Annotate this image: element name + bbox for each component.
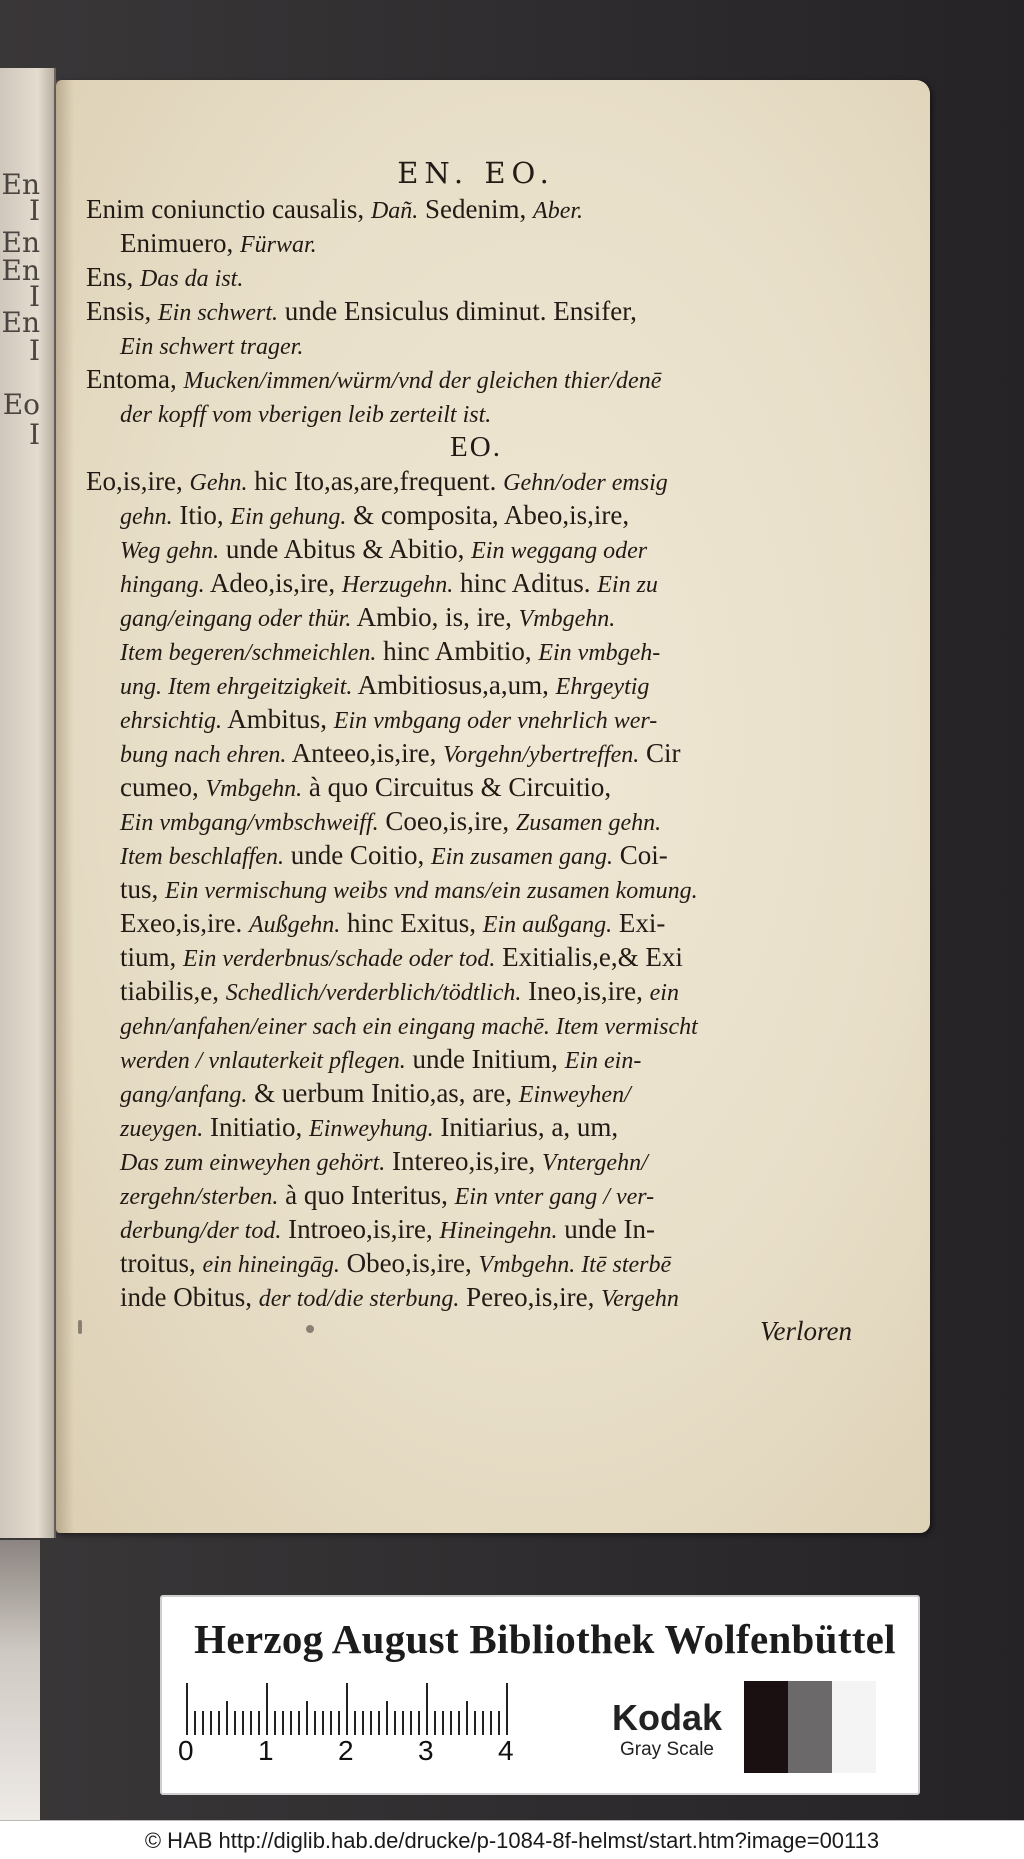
ruler-tick: [186, 1683, 188, 1735]
ruler-tick: [258, 1711, 260, 1735]
german-gloss: Einweyhen/: [518, 1082, 631, 1108]
catchword: Verloren: [760, 1316, 852, 1346]
german-gloss: der tod/die sterbung.: [258, 1286, 460, 1312]
latin-text: Ambitiosus,a,um,: [352, 670, 556, 700]
german-gloss: ein hineingāg.: [202, 1252, 340, 1278]
ruler-tick: [234, 1711, 236, 1735]
ruler-number: 2: [338, 1735, 354, 1766]
latin-text: Eo,is,ire,: [86, 466, 190, 496]
german-gloss: Gehn/oder emsig: [503, 470, 668, 496]
ruler-tick: [242, 1711, 244, 1735]
latin-text: unde In-: [557, 1214, 655, 1244]
text-line: [86, 260, 866, 294]
text-line: [86, 702, 866, 736]
german-gloss: bung nach ehren.: [120, 742, 287, 768]
prev-page-letter: En: [1, 254, 40, 287]
german-gloss: gang/eingang oder thür.: [120, 606, 352, 632]
text-line: [86, 294, 866, 328]
latin-text: tus,: [120, 874, 166, 904]
ruler-tick: [290, 1711, 292, 1735]
latin-text: Enimuero,: [120, 228, 240, 258]
german-gloss: Vmbgehn. Itē sterbē: [478, 1252, 672, 1278]
ruler-tick: [394, 1711, 396, 1735]
german-gloss: Fürwar.: [239, 232, 317, 258]
ruler-tick: [362, 1711, 364, 1735]
latin-text: Ens,: [86, 262, 140, 292]
ruler-tick: [250, 1711, 252, 1735]
text-line: [86, 1280, 866, 1314]
text-line: [86, 804, 866, 838]
latin-text: cumeo,: [120, 772, 206, 802]
ruler-tick: [266, 1683, 268, 1735]
german-gloss: ung. Item ehrgeitzigkeit.: [120, 674, 353, 700]
ruler-tick: [330, 1711, 332, 1735]
german-gloss: hingang.: [120, 572, 205, 598]
latin-text: Anteeo,is,ire,: [286, 738, 444, 768]
ruler-tick: [194, 1711, 196, 1735]
ruler-tick: [402, 1711, 404, 1735]
german-gloss: Das zum einweyhen gehört.: [120, 1150, 386, 1176]
ruler-tick: [322, 1711, 324, 1735]
dictionary-text: [86, 192, 866, 1348]
ruler-tick: [442, 1711, 444, 1735]
prev-page-letter: Eo: [2, 388, 40, 421]
german-gloss: gang/anfang.: [120, 1082, 248, 1108]
text-line: [86, 600, 866, 634]
german-gloss: Mucken/immen/würm/vnd der gleichen thier/denē: [183, 368, 662, 394]
ruler-tick: [386, 1701, 388, 1735]
gray-swatch-mid: [788, 1681, 832, 1773]
ruler-tick: [450, 1711, 452, 1735]
german-gloss: zueygen.: [120, 1116, 204, 1142]
ruler-tick: [370, 1711, 372, 1735]
text-line: [86, 736, 866, 770]
latin-text: Introeo,is,ire,: [281, 1214, 440, 1244]
text-line: [86, 226, 866, 260]
text-line: [86, 1212, 866, 1246]
german-gloss: Ehrgeytig: [555, 674, 650, 700]
latin-text: Intereo,is,ire,: [385, 1146, 542, 1176]
paper-speck: [306, 1325, 314, 1333]
text-line: [86, 328, 866, 362]
latin-text: unde Coitio,: [283, 840, 431, 870]
prev-page-letter: I: [28, 280, 40, 313]
german-gloss: Zusamen gehn.: [515, 810, 662, 836]
ruler-tick: [474, 1711, 476, 1735]
german-gloss: Schedlich/verderblich/tödtlich.: [225, 980, 522, 1006]
prev-page-letter: En: [1, 226, 40, 259]
german-gloss: Vergehn: [601, 1286, 679, 1312]
text-line: [86, 362, 866, 396]
german-gloss: Vorgehn/ybertreffen.: [443, 742, 640, 768]
text-line: [86, 872, 866, 906]
ruler-tick: [314, 1711, 316, 1735]
text-line: [86, 1076, 866, 1110]
prev-page-letter: En: [1, 306, 40, 339]
german-gloss: Herzugehn.: [341, 572, 454, 598]
previous-page-edge: [0, 68, 56, 1538]
text-line: [86, 566, 866, 600]
latin-text: Initiatio,: [203, 1112, 310, 1142]
latin-text: Exi-: [612, 908, 666, 938]
ruler-tick: [354, 1711, 356, 1735]
latin-text: troitus,: [120, 1248, 203, 1278]
ruler-number: 1: [258, 1735, 274, 1766]
latin-text: Obeo,is,ire,: [339, 1248, 479, 1278]
prev-page-letter: I: [28, 194, 40, 227]
brand-logo: Kodak: [611, 1697, 723, 1738]
text-line: [86, 1144, 866, 1178]
latin-text: Adeo,is,ire,: [204, 568, 342, 598]
german-gloss: Ein zusamen gang.: [430, 844, 613, 870]
text-line: [86, 430, 866, 464]
text-line: [86, 464, 866, 498]
latin-text: Ineo,is,ire,: [521, 976, 650, 1006]
german-gloss: Ein vmbgeh-: [538, 640, 661, 666]
latin-text: Entoma,: [86, 364, 184, 394]
library-name: Herzog August Bibliothek Wolfenbüttel: [194, 1616, 896, 1662]
prev-page-letter: En: [1, 168, 40, 201]
german-gloss: Ein verderbnus/schade oder tod.: [183, 946, 496, 972]
german-gloss: Außgehn.: [248, 912, 341, 938]
latin-text: Exitialis,e,& Exi: [495, 942, 683, 972]
german-gloss: Vmbgehn.: [205, 776, 303, 802]
latin-text: tiabilis,e,: [120, 976, 226, 1006]
text-line: [86, 532, 866, 566]
german-gloss: derbung/der tod.: [120, 1218, 282, 1244]
ruler-tick: [226, 1701, 228, 1735]
ruler-tick: [282, 1711, 284, 1735]
german-gloss: Hineingehn.: [439, 1218, 558, 1244]
latin-text: Enim coniunctio causalis,: [86, 194, 371, 224]
ruler-tick: [298, 1711, 300, 1735]
latin-text: unde Abitus & Abitio,: [219, 534, 472, 564]
latin-text: Itio,: [172, 500, 231, 530]
latin-text: unde Initium,: [405, 1044, 565, 1074]
latin-text: Exeo,is,ire.: [120, 908, 249, 938]
gray-swatch-light: [832, 1681, 876, 1773]
prev-page-letter: I: [28, 418, 40, 451]
german-gloss: Ein weggang oder: [471, 538, 648, 564]
german-gloss: Ein ein-: [564, 1048, 642, 1074]
brand-subtitle: Gray Scale: [620, 1739, 714, 1760]
copyright-url-footer[interactable]: © HAB http://diglib.hab.de/drucke/p-1084-8f-helmst/start.htm?image=00113: [0, 1820, 1024, 1859]
latin-text: Ambio, is, ire,: [351, 602, 519, 632]
german-gloss: gehn.: [120, 504, 173, 530]
latin-text: & composita, Abeo,is,ire,: [346, 500, 630, 530]
latin-text: hinc Exitus,: [340, 908, 483, 938]
german-gloss: Ein schwert trager.: [120, 334, 304, 360]
latin-text: Coeo,is,ire,: [378, 806, 516, 836]
german-gloss: Vmbgehn.: [518, 606, 616, 632]
german-gloss: Ein außgang.: [482, 912, 613, 938]
german-gloss: Das da ist.: [140, 266, 244, 292]
german-gloss: Item begeren/schmeichlen.: [120, 640, 377, 666]
ruler-tick: [378, 1711, 380, 1735]
ruler-tick: [346, 1683, 348, 1735]
german-gloss: ehrsichtig.: [120, 708, 222, 734]
ruler-scale: [178, 1695, 606, 1766]
german-gloss: Einweyhung.: [309, 1116, 434, 1142]
ruler-tick: [202, 1711, 204, 1735]
text-line: [86, 1246, 866, 1280]
text-line: [86, 974, 866, 1008]
german-gloss: Item beschlaffen.: [120, 844, 284, 870]
german-gloss: zergehn/sterben.: [120, 1184, 279, 1210]
ruler-number: 3: [418, 1735, 434, 1766]
ruler-number: 0: [178, 1735, 194, 1766]
text-line: [86, 192, 866, 226]
latin-text: Coi-: [612, 840, 668, 870]
german-gloss: Ein zu: [597, 572, 658, 598]
running-head: EN. EO.: [397, 156, 555, 190]
text-line: [86, 1314, 866, 1348]
latin-text: Cir: [639, 738, 681, 768]
ruler-tick: [426, 1683, 428, 1735]
text-line: [86, 838, 866, 872]
ruler-number: 4: [498, 1735, 514, 1766]
latin-text: & uerbum Initio,as, are,: [247, 1078, 519, 1108]
text-line: [86, 1008, 866, 1042]
text-line: [86, 498, 866, 532]
latin-text: Ambitus,: [222, 704, 334, 734]
german-gloss: werden / vnlauterkeit pflegen.: [120, 1048, 406, 1074]
german-gloss: gehn/anfahen/einer sach ein eingang machē. Item vermischt: [120, 1014, 698, 1040]
text-line: [86, 1042, 866, 1076]
text-line: [86, 634, 866, 668]
text-line: [86, 1178, 866, 1212]
latin-text: Initiarius, a, um,: [433, 1112, 619, 1142]
book-page: [56, 80, 930, 1533]
latin-text: unde Ensiculus diminut. Ensifer,: [278, 296, 637, 326]
german-gloss: Ein vmbgang/vmbschweiff.: [120, 810, 379, 836]
german-gloss: Ein schwert.: [158, 300, 279, 326]
ruler-tick: [218, 1711, 220, 1735]
latin-text: Ensis,: [86, 296, 159, 326]
german-gloss: Gehn.: [189, 470, 248, 496]
ruler-tick: [458, 1711, 460, 1735]
latin-text: à quo Circuitus & Circuitio,: [302, 772, 612, 802]
text-line: [86, 396, 866, 430]
ruler-tick: [506, 1683, 508, 1735]
ruler-tick: [338, 1711, 340, 1735]
latin-text: Sedenim,: [418, 194, 534, 224]
paper-speck: [78, 1320, 82, 1334]
text-line: [86, 940, 866, 974]
german-gloss: Dañ.: [370, 198, 419, 224]
latin-text: Pereo,is,ire,: [459, 1282, 602, 1312]
color-reference-card: [160, 1595, 920, 1795]
ruler-tick: [210, 1711, 212, 1735]
german-gloss: der kopff vom vberigen leib zerteilt ist.: [120, 402, 492, 428]
ruler-tick: [466, 1701, 468, 1735]
german-gloss: ein: [649, 980, 679, 1006]
german-gloss: Vntergehn/: [541, 1150, 648, 1176]
latin-text: tium,: [120, 942, 184, 972]
text-line: [86, 906, 866, 940]
ruler-tick: [274, 1711, 276, 1735]
latin-text: inde Obitus,: [120, 1282, 259, 1312]
text-line: [86, 1110, 866, 1144]
previous-page-underlay: [0, 1540, 40, 1820]
section-heading: EO.: [450, 431, 502, 463]
text-line: [86, 668, 866, 702]
ruler-tick: [498, 1711, 500, 1735]
latin-text: à quo Interitus,: [278, 1180, 455, 1210]
german-gloss: Weg gehn.: [120, 538, 220, 564]
german-gloss: Ein vnter gang / ver-: [454, 1184, 655, 1210]
ruler-tick: [418, 1711, 420, 1735]
german-gloss: Ein vermischung weibs vnd mans/ein zusamen komung.: [165, 878, 698, 904]
ruler-tick: [410, 1711, 412, 1735]
gray-swatch-dark: [744, 1681, 788, 1773]
latin-text: hinc Aditus.: [453, 568, 598, 598]
german-gloss: Ein vmbgang oder vnehrlich wer-: [333, 708, 658, 734]
latin-text: hinc Ambitio,: [376, 636, 539, 666]
german-gloss: Aber.: [533, 198, 584, 224]
text-line: [86, 770, 866, 804]
german-gloss: Ein gehung.: [230, 504, 347, 530]
ruler-tick: [306, 1701, 308, 1735]
ruler-tick: [434, 1711, 436, 1735]
prev-page-letter: I: [28, 334, 40, 367]
latin-text: hic Ito,as,are,frequent.: [247, 466, 504, 496]
ruler-tick: [490, 1711, 492, 1735]
ruler-tick: [482, 1711, 484, 1735]
